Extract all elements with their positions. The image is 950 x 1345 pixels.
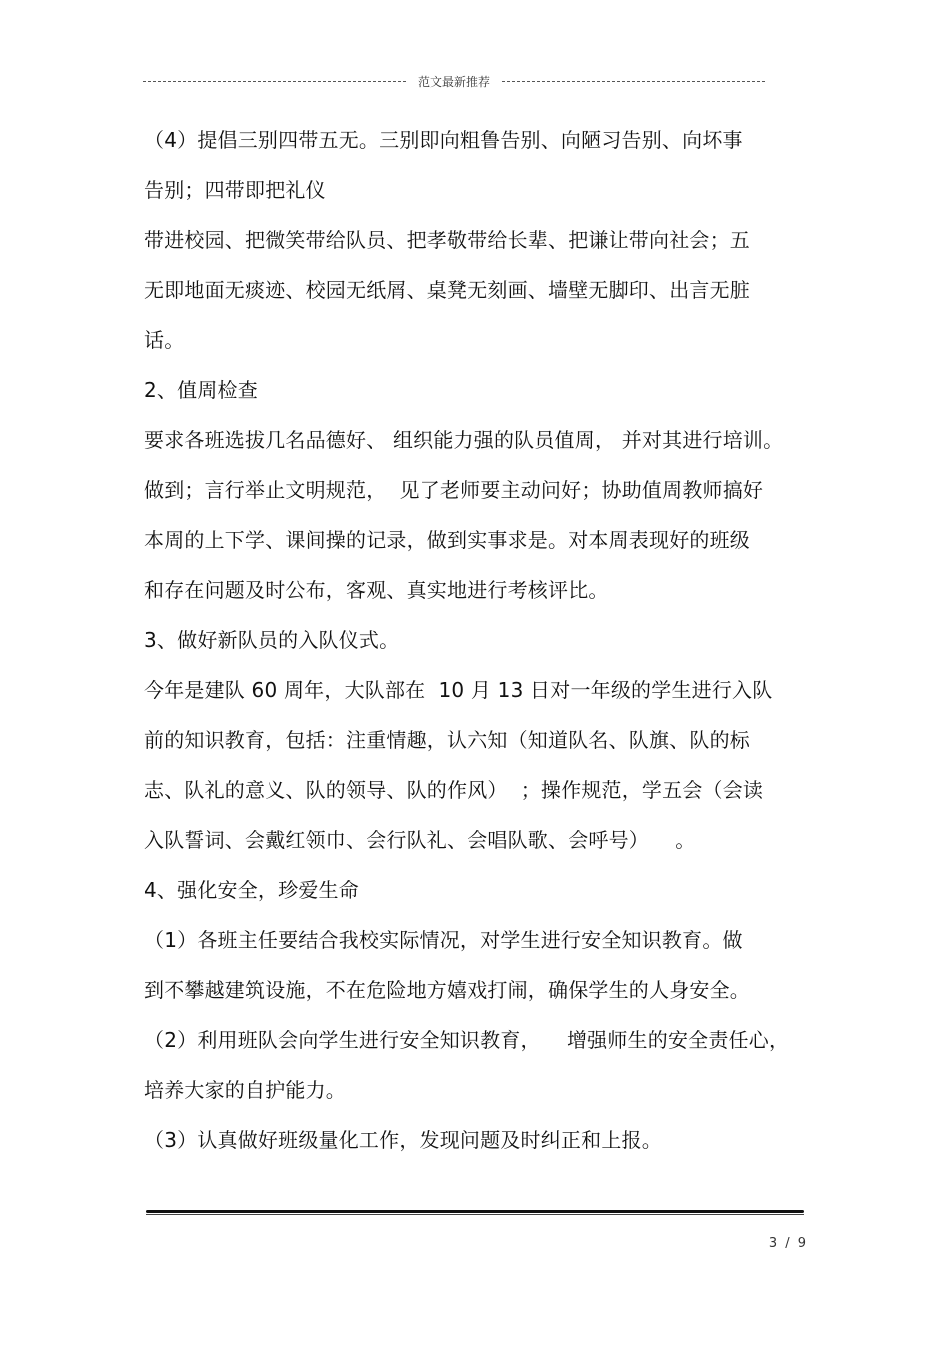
body-line: 前的知识教育，包括：注重情趣，认六知（知道队名、队旗、队的标 bbox=[144, 728, 750, 752]
body-line: 告别；四带即把礼仪 bbox=[144, 178, 326, 202]
body-line: 志、队礼的意义、队的领导、队的作风） ；操作规范，学五会（会读 bbox=[144, 778, 764, 802]
page-header bbox=[143, 70, 765, 92]
body-line: 到不攀越建筑设施，不在危险地方嬉戏打闹，确保学生的人身安全。 bbox=[144, 978, 750, 1002]
header-right-dashes bbox=[502, 81, 765, 82]
body-line: （1）各班主任要结合我校实际情况，对学生进行安全知识教育。做 bbox=[144, 928, 743, 952]
body-line: 培养大家的自护能力。 bbox=[144, 1078, 346, 1102]
body-line: 和存在问题及时公布，客观、真实地进行考核评比。 bbox=[144, 578, 609, 602]
body-line: 无即地面无痰迹、校园无纸屑、桌凳无刻画、墙壁无脚印、出言无脏 bbox=[144, 278, 750, 302]
page-number: 3 / 9 bbox=[768, 1236, 808, 1251]
body-line: （4）提倡三别四带五无。三别即向粗鲁告别、向陋习告别、向坏事 bbox=[144, 128, 743, 152]
header-title: 范文最新推荐 bbox=[418, 74, 491, 89]
body-line: （3）认真做好班级量化工作，发现问题及时纠正和上报。 bbox=[144, 1128, 662, 1152]
section-heading: 3、做好新队员的入队仪式。 bbox=[144, 628, 400, 652]
footer-rule-thick bbox=[146, 1210, 804, 1213]
section-heading: 4、强化安全，珍爱生命 bbox=[144, 878, 359, 902]
body-line: 要求各班选拔几名品德好、 组织能力强的队员值周， 并对其进行培训。 bbox=[144, 428, 784, 452]
body-line: 今年是建队 60 周年，大队部在 10 月 13 日对一年级的学生进行入队 bbox=[144, 678, 773, 702]
footer-rule-thin bbox=[146, 1214, 804, 1215]
body-line: 带进校园、把微笑带给队员、把孝敬带给长辈、把谦让带向社会；五 bbox=[144, 228, 750, 252]
body-line: 本周的上下学、课间操的记录，做到实事求是。对本周表现好的班级 bbox=[144, 528, 750, 552]
header-left-dashes bbox=[143, 81, 406, 82]
section-heading: 2、值周检查 bbox=[144, 378, 258, 402]
body-line: 做到；言行举止文明规范， 见了老师要主动问好；协助值周教师搞好 bbox=[144, 478, 764, 502]
body-line: （2）利用班队会向学生进行安全知识教育， 增强师生的安全责任心， bbox=[144, 1028, 790, 1052]
body-line: 入队誓词、会戴红领巾、会行队礼、会唱队歌、会呼号） 。 bbox=[144, 828, 696, 852]
body-line: 话。 bbox=[144, 328, 185, 352]
document-body bbox=[144, 115, 809, 1165]
